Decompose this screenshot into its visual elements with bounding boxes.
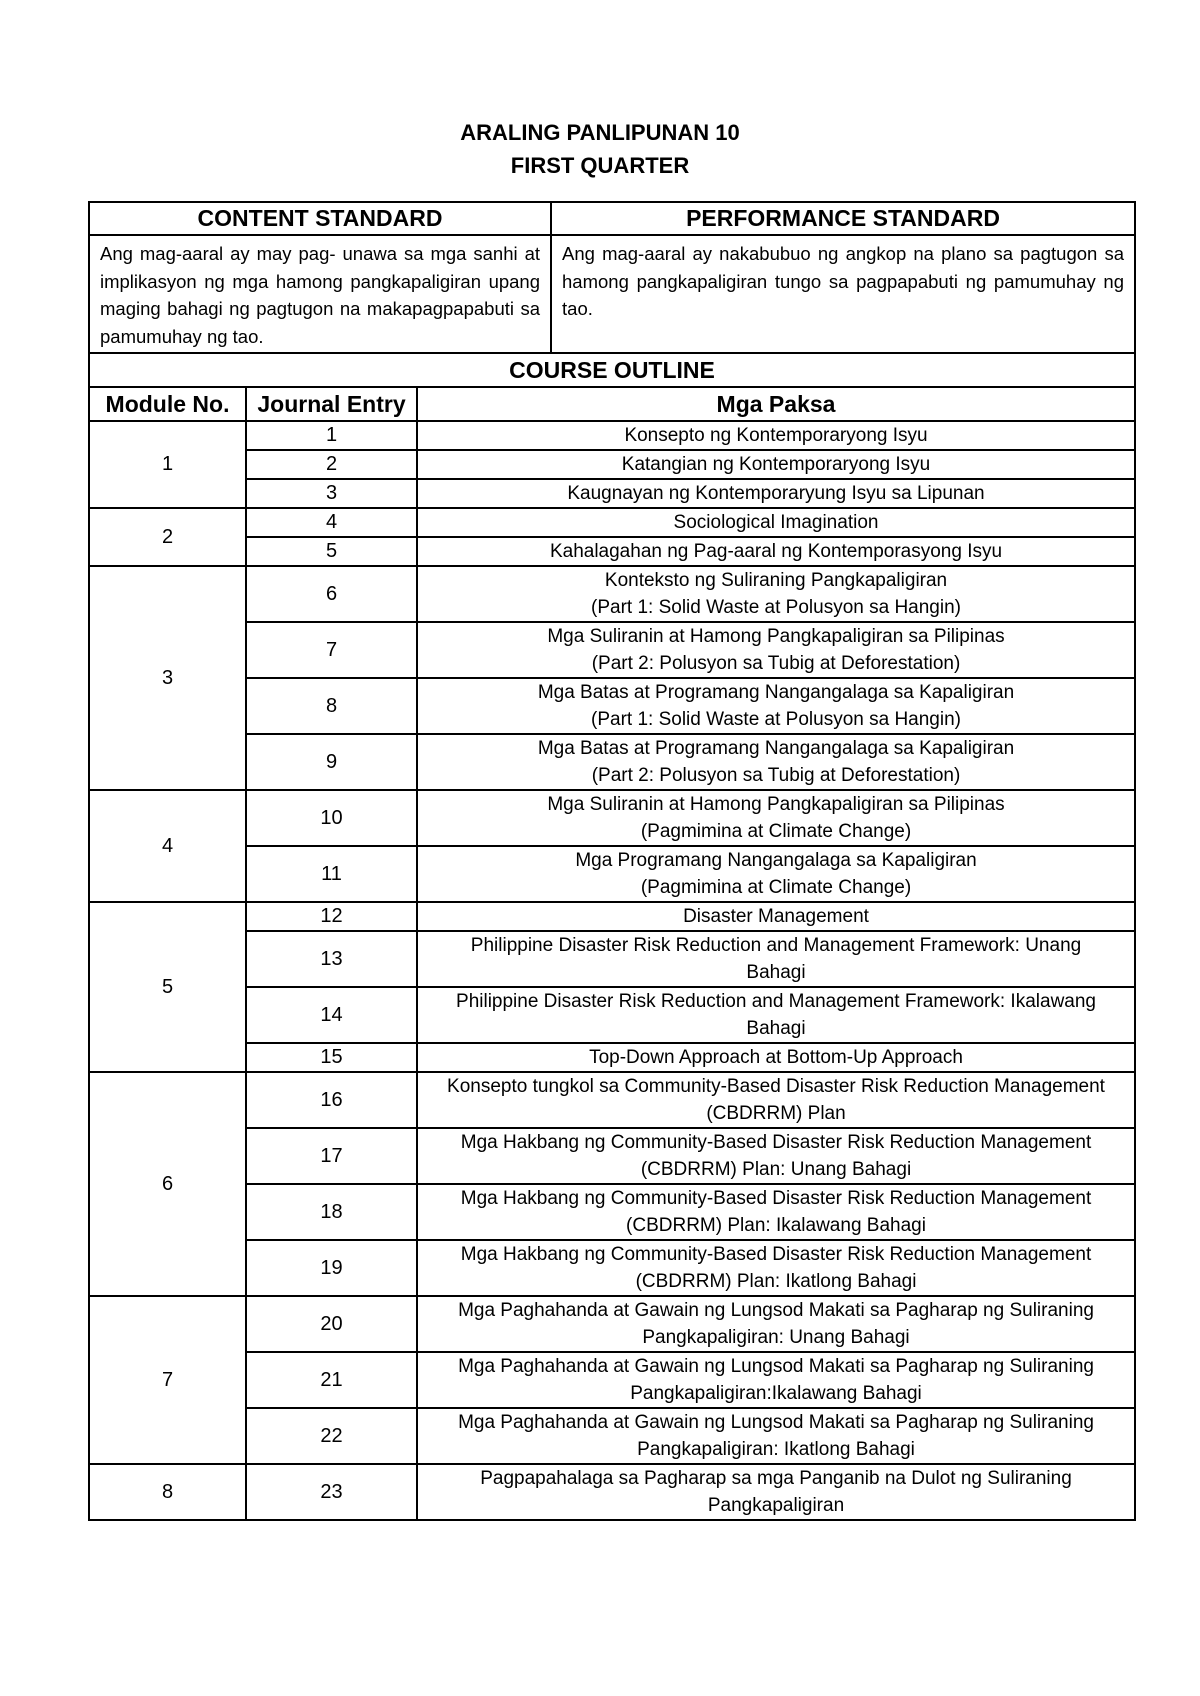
topic-line: (Pagmimina at Climate Change)	[640, 877, 912, 898]
journal-entry-number: 11	[246, 846, 417, 902]
journal-entry-number: 10	[246, 790, 417, 846]
column-header-topic: Mga Paksa	[417, 387, 1135, 421]
module-number: 1	[89, 421, 246, 508]
topic-cell	[417, 537, 1135, 566]
topic-cell	[417, 1296, 1135, 1352]
journal-entry-number: 14	[246, 987, 417, 1043]
course-outline-row	[89, 353, 1135, 387]
topic-cell	[417, 1184, 1135, 1240]
journal-entry-number: 1	[246, 421, 417, 450]
subject-title: ARALING PANLIPUNAN 10	[460, 120, 740, 145]
topic-line: Bahagi	[746, 962, 806, 983]
journal-entry-number: 13	[246, 931, 417, 987]
topic-cell	[417, 790, 1135, 846]
topic-cell	[417, 1043, 1135, 1072]
table-row	[89, 987, 1135, 1043]
topic-line: Mga Batas at Programang Nangangalaga sa Kapaligiran	[537, 738, 1015, 759]
table-row	[89, 902, 1135, 931]
table-row	[89, 1240, 1135, 1296]
table-row	[89, 931, 1135, 987]
content-standard-label: CONTENT STANDARD	[89, 202, 551, 235]
table-row	[89, 450, 1135, 479]
topic-line: Pangkapaligiran	[707, 1495, 845, 1516]
journal-entry-number: 9	[246, 734, 417, 790]
topic-cell	[417, 902, 1135, 931]
journal-entry-number: 6	[246, 566, 417, 622]
table-body	[89, 202, 1135, 1520]
table-row	[89, 678, 1135, 734]
table-row	[89, 1408, 1135, 1464]
topic-line: Mga Suliranin at Hamong Pangkapaligiran sa Pilipinas	[547, 626, 1005, 647]
table-row	[89, 1043, 1135, 1072]
topic-line: (CBDRRM) Plan: Ikatlong Bahagi	[635, 1271, 917, 1292]
journal-entry-number: 7	[246, 622, 417, 678]
topic-line: Pangkapaligiran:Ikalawang Bahagi	[630, 1383, 922, 1404]
topic-line: Kahalagahan ng Pag-aaral ng Kontemporasyong Isyu	[549, 541, 1003, 562]
column-header-module: Module No.	[89, 387, 246, 421]
table-row	[89, 1352, 1135, 1408]
table-row	[89, 479, 1135, 508]
module-number: 6	[89, 1072, 246, 1296]
content-standard-text: Ang mag-aaral ay may pag- unawa sa mga sanhi at implikasyon ng mga hamong pangkapaligiran upang maging bahagi ng pagtugon na makapagpapabuti sa pamumuhay ng tao.	[89, 235, 551, 353]
topic-line: Pangkapaligiran: Unang Bahagi	[642, 1327, 910, 1348]
topic-cell	[417, 734, 1135, 790]
journal-entry-number: 17	[246, 1128, 417, 1184]
table-row	[89, 537, 1135, 566]
topic-line: (CBDRRM) Plan: Unang Bahagi	[640, 1159, 912, 1180]
topic-cell	[417, 931, 1135, 987]
journal-entry-number: 5	[246, 537, 417, 566]
topic-line: Bahagi	[746, 1018, 806, 1039]
module-number: 4	[89, 790, 246, 902]
topic-line: Konsepto tungkol sa Community-Based Disaster Risk Reduction Management	[447, 1076, 1105, 1097]
table-row	[89, 508, 1135, 537]
performance-standard-label: PERFORMANCE STANDARD	[551, 202, 1135, 235]
table-row	[89, 622, 1135, 678]
topic-cell	[417, 508, 1135, 537]
column-header-row	[89, 387, 1135, 421]
topic-cell	[417, 622, 1135, 678]
table-row	[89, 1296, 1135, 1352]
topic-line: Mga Paghahanda at Gawain ng Lungsod Makati sa Pagharap ng Suliraning	[458, 1300, 1094, 1321]
topic-line: Konsepto ng Kontemporaryong Isyu	[624, 425, 928, 446]
module-number: 7	[89, 1296, 246, 1464]
table-row	[89, 1464, 1135, 1520]
topic-line: Katangian ng Kontemporaryong Isyu	[621, 454, 931, 475]
topic-line: (Part 2: Polusyon sa Tubig at Deforestation)	[591, 653, 961, 674]
topic-cell	[417, 421, 1135, 450]
standards-header-row	[89, 202, 1135, 235]
topic-cell	[417, 479, 1135, 508]
journal-entry-number: 20	[246, 1296, 417, 1352]
journal-entry-number: 12	[246, 902, 417, 931]
journal-entry-number: 22	[246, 1408, 417, 1464]
topic-line: (Part 2: Polusyon sa Tubig at Deforestation)	[591, 765, 961, 786]
module-number: 2	[89, 508, 246, 566]
journal-entry-number: 23	[246, 1464, 417, 1520]
topic-line: Kaugnayan ng Kontemporaryung Isyu sa Lipunan	[567, 483, 985, 504]
module-number: 5	[89, 902, 246, 1072]
topic-line: (CBDRRM) Plan	[706, 1103, 846, 1124]
table-row	[89, 790, 1135, 846]
table-row	[89, 734, 1135, 790]
journal-entry-number: 21	[246, 1352, 417, 1408]
journal-entry-number: 18	[246, 1184, 417, 1240]
topic-line: Mga Hakbang ng Community-Based Disaster Risk Reduction Management	[460, 1188, 1092, 1209]
column-header-journal-entry: Journal Entry	[246, 387, 417, 421]
topic-cell	[417, 566, 1135, 622]
topic-line: Mga Paghahanda at Gawain ng Lungsod Makati sa Pagharap ng Suliraning	[458, 1412, 1094, 1433]
topic-cell	[417, 1408, 1135, 1464]
topic-line: Pagpapahalaga sa Pagharap sa mga Panganib na Dulot ng Suliraning	[480, 1468, 1072, 1489]
module-number: 8	[89, 1464, 246, 1520]
topic-line: Disaster Management	[683, 906, 869, 927]
table-row	[89, 566, 1135, 622]
topic-cell	[417, 1464, 1135, 1520]
standards-body-row	[89, 235, 1135, 353]
course-outline-title: COURSE OUTLINE	[89, 353, 1135, 387]
topic-cell	[417, 450, 1135, 479]
table-row	[89, 1184, 1135, 1240]
topic-line: Philippine Disaster Risk Reduction and Management Framework: Unang	[470, 935, 1082, 956]
quarter-title: FIRST QUARTER	[510, 153, 690, 178]
topic-line: Top-Down Approach at Bottom-Up Approach	[589, 1047, 963, 1068]
topic-line: (CBDRRM) Plan: Ikalawang Bahagi	[626, 1215, 926, 1236]
topic-cell	[417, 1072, 1135, 1128]
table-row	[89, 1128, 1135, 1184]
topic-line: Mga Hakbang ng Community-Based Disaster Risk Reduction Management	[460, 1132, 1092, 1153]
topic-line: (Part 1: Solid Waste at Polusyon sa Hangin)	[591, 709, 961, 730]
journal-entry-number: 2	[246, 450, 417, 479]
performance-standard-text: Ang mag-aaral ay nakabubuo ng angkop na plano sa pagtugon sa hamong pangkapaligiran tungo sa pagpapabuti ng pamumuhay ng tao.	[551, 235, 1135, 353]
journal-entry-number: 4	[246, 508, 417, 537]
journal-entry-number: 16	[246, 1072, 417, 1128]
module-number: 3	[89, 566, 246, 790]
page-header	[0, 116, 1200, 182]
topic-line: (Part 1: Solid Waste at Polusyon sa Hangin)	[591, 597, 961, 618]
journal-entry-number: 19	[246, 1240, 417, 1296]
topic-cell	[417, 1240, 1135, 1296]
journal-entry-number: 3	[246, 479, 417, 508]
topic-cell	[417, 1352, 1135, 1408]
topic-line: Mga Batas at Programang Nangangalaga sa Kapaligiran	[537, 682, 1015, 703]
topic-line: Mga Programang Nangangalaga sa Kapaligiran	[575, 850, 977, 871]
topic-line: Sociological Imagination	[673, 512, 879, 533]
curriculum-table	[88, 201, 1136, 1521]
topic-cell	[417, 987, 1135, 1043]
topic-line: Pangkapaligiran: Ikatlong Bahagi	[637, 1439, 915, 1460]
topic-line: Mga Hakbang ng Community-Based Disaster Risk Reduction Management	[460, 1244, 1092, 1265]
journal-entry-number: 15	[246, 1043, 417, 1072]
topic-line: Mga Suliranin at Hamong Pangkapaligiran sa Pilipinas	[547, 794, 1005, 815]
topic-cell	[417, 846, 1135, 902]
topic-line: Mga Paghahanda at Gawain ng Lungsod Makati sa Pagharap ng Suliraning	[458, 1356, 1094, 1377]
table-row	[89, 421, 1135, 450]
topic-cell	[417, 1128, 1135, 1184]
topic-line: Philippine Disaster Risk Reduction and Management Framework: Ikalawang	[456, 991, 1096, 1012]
journal-entry-number: 8	[246, 678, 417, 734]
topic-cell	[417, 678, 1135, 734]
table-row	[89, 1072, 1135, 1128]
topic-line: (Pagmimina at Climate Change)	[640, 821, 912, 842]
topic-line: Konteksto ng Suliraning Pangkapaligiran	[604, 570, 948, 591]
table-row	[89, 846, 1135, 902]
